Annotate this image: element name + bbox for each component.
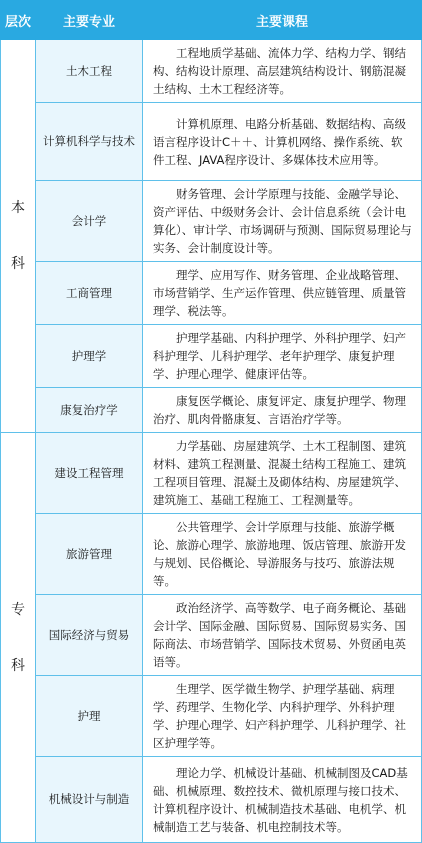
major-cell: 旅游管理 (36, 514, 143, 595)
major-cell: 机械设计与制造 (36, 757, 143, 843)
major-cell: 计算机科学与技术 (36, 103, 143, 181)
header-level: 层次 (1, 1, 36, 40)
courses-cell: 护理学基础、内科护理学、外科护理学、妇产科护理学、儿科护理学、老年护理学、康复护理学、护理心理学、健康评估等。 (143, 325, 422, 388)
level-label: 专科 (11, 601, 25, 674)
table-row (1, 514, 422, 595)
header-major: 主要专业 (36, 1, 143, 40)
courses-cell: 公共管理学、会计学原理与技能、旅游学概论、旅游心理学、旅游地理、饭店管理、旅游开发与规划、民俗概论、导游服务与技巧、旅游法规等。 (143, 514, 422, 595)
courses-cell: 工程地质学基础、流体力学、结构力学、钢结构、结构设计原理、高层建筑结构设计、钢筋混凝土结构、土木工程经济等。 (143, 40, 422, 103)
table-row (1, 757, 422, 843)
major-cell: 国际经济与贸易 (36, 595, 143, 676)
table-row (1, 595, 422, 676)
courses-cell: 财务管理、会计学原理与技能、金融学导论、资产评估、中级财务会计、会计信息系统（会计电算化）、审计学、市场调研与预测、国际贸易理论与实务、会计制度设计等。 (143, 181, 422, 262)
major-cell: 工商管理 (36, 262, 143, 325)
courses-cell: 力学基础、房屋建筑学、土木工程制图、建筑材料、建筑工程测量、混凝土结构工程施工、建筑工程项目管理、混凝土及砌体结构、房屋建筑学、建筑施工、基础工程施工、工程测量等。 (143, 433, 422, 514)
table-row (1, 676, 422, 757)
major-cell: 建设工程管理 (36, 433, 143, 514)
courses-cell: 康复医学概论、康复评定、康复护理学、物理治疗、肌肉骨骼康复、言语治疗学等。 (143, 388, 422, 433)
courses-cell: 政治经济学、高等数学、电子商务概论、基础会计学、国际金融、国际贸易、国际贸易实务、国际商法、市场营销学、国际技术贸易、外贸函电英语等。 (143, 595, 422, 676)
courses-cell: 计算机原理、电路分析基础、数据结构、高级语言程序设计C＋＋、计算机网络、操作系统、软件工程、JAVA程序设计、多媒体技术应用等。 (143, 103, 422, 181)
level-label: 本科 (11, 200, 25, 272)
table-row (1, 433, 422, 514)
table-row (1, 325, 422, 388)
table-row (1, 181, 422, 262)
major-cell: 会计学 (36, 181, 143, 262)
table-row (1, 40, 422, 103)
major-cell: 护理学 (36, 325, 143, 388)
table-header-row (1, 1, 422, 40)
table-row (1, 262, 422, 325)
level-cell-undergrad (1, 40, 36, 433)
header-courses: 主要课程 (143, 1, 422, 40)
courses-cell: 理学、应用写作、财务管理、企业战略管理、市场营销学、生产运作管理、供应链管理、质量管理学、税法等。 (143, 262, 422, 325)
table-row (1, 388, 422, 433)
major-cell: 康复治疗学 (36, 388, 143, 433)
table-row (1, 103, 422, 181)
major-cell: 护理 (36, 676, 143, 757)
courses-cell: 理论力学、机械设计基础、机械制图及CAD基础、机械原理、数控技术、微机原理与接口技术、计算机程序设计、机械制造技术基础、电机学、机械制造工艺与装备、机电控制技术等。 (143, 757, 422, 843)
level-cell-college (1, 433, 36, 843)
courses-cell: 生理学、医学微生物学、护理学基础、病理学、药理学、生物化学、内科护理学、外科护理学、护理心理学、妇产科护理学、儿科护理学、社区护理学等。 (143, 676, 422, 757)
major-cell: 土木工程 (36, 40, 143, 103)
